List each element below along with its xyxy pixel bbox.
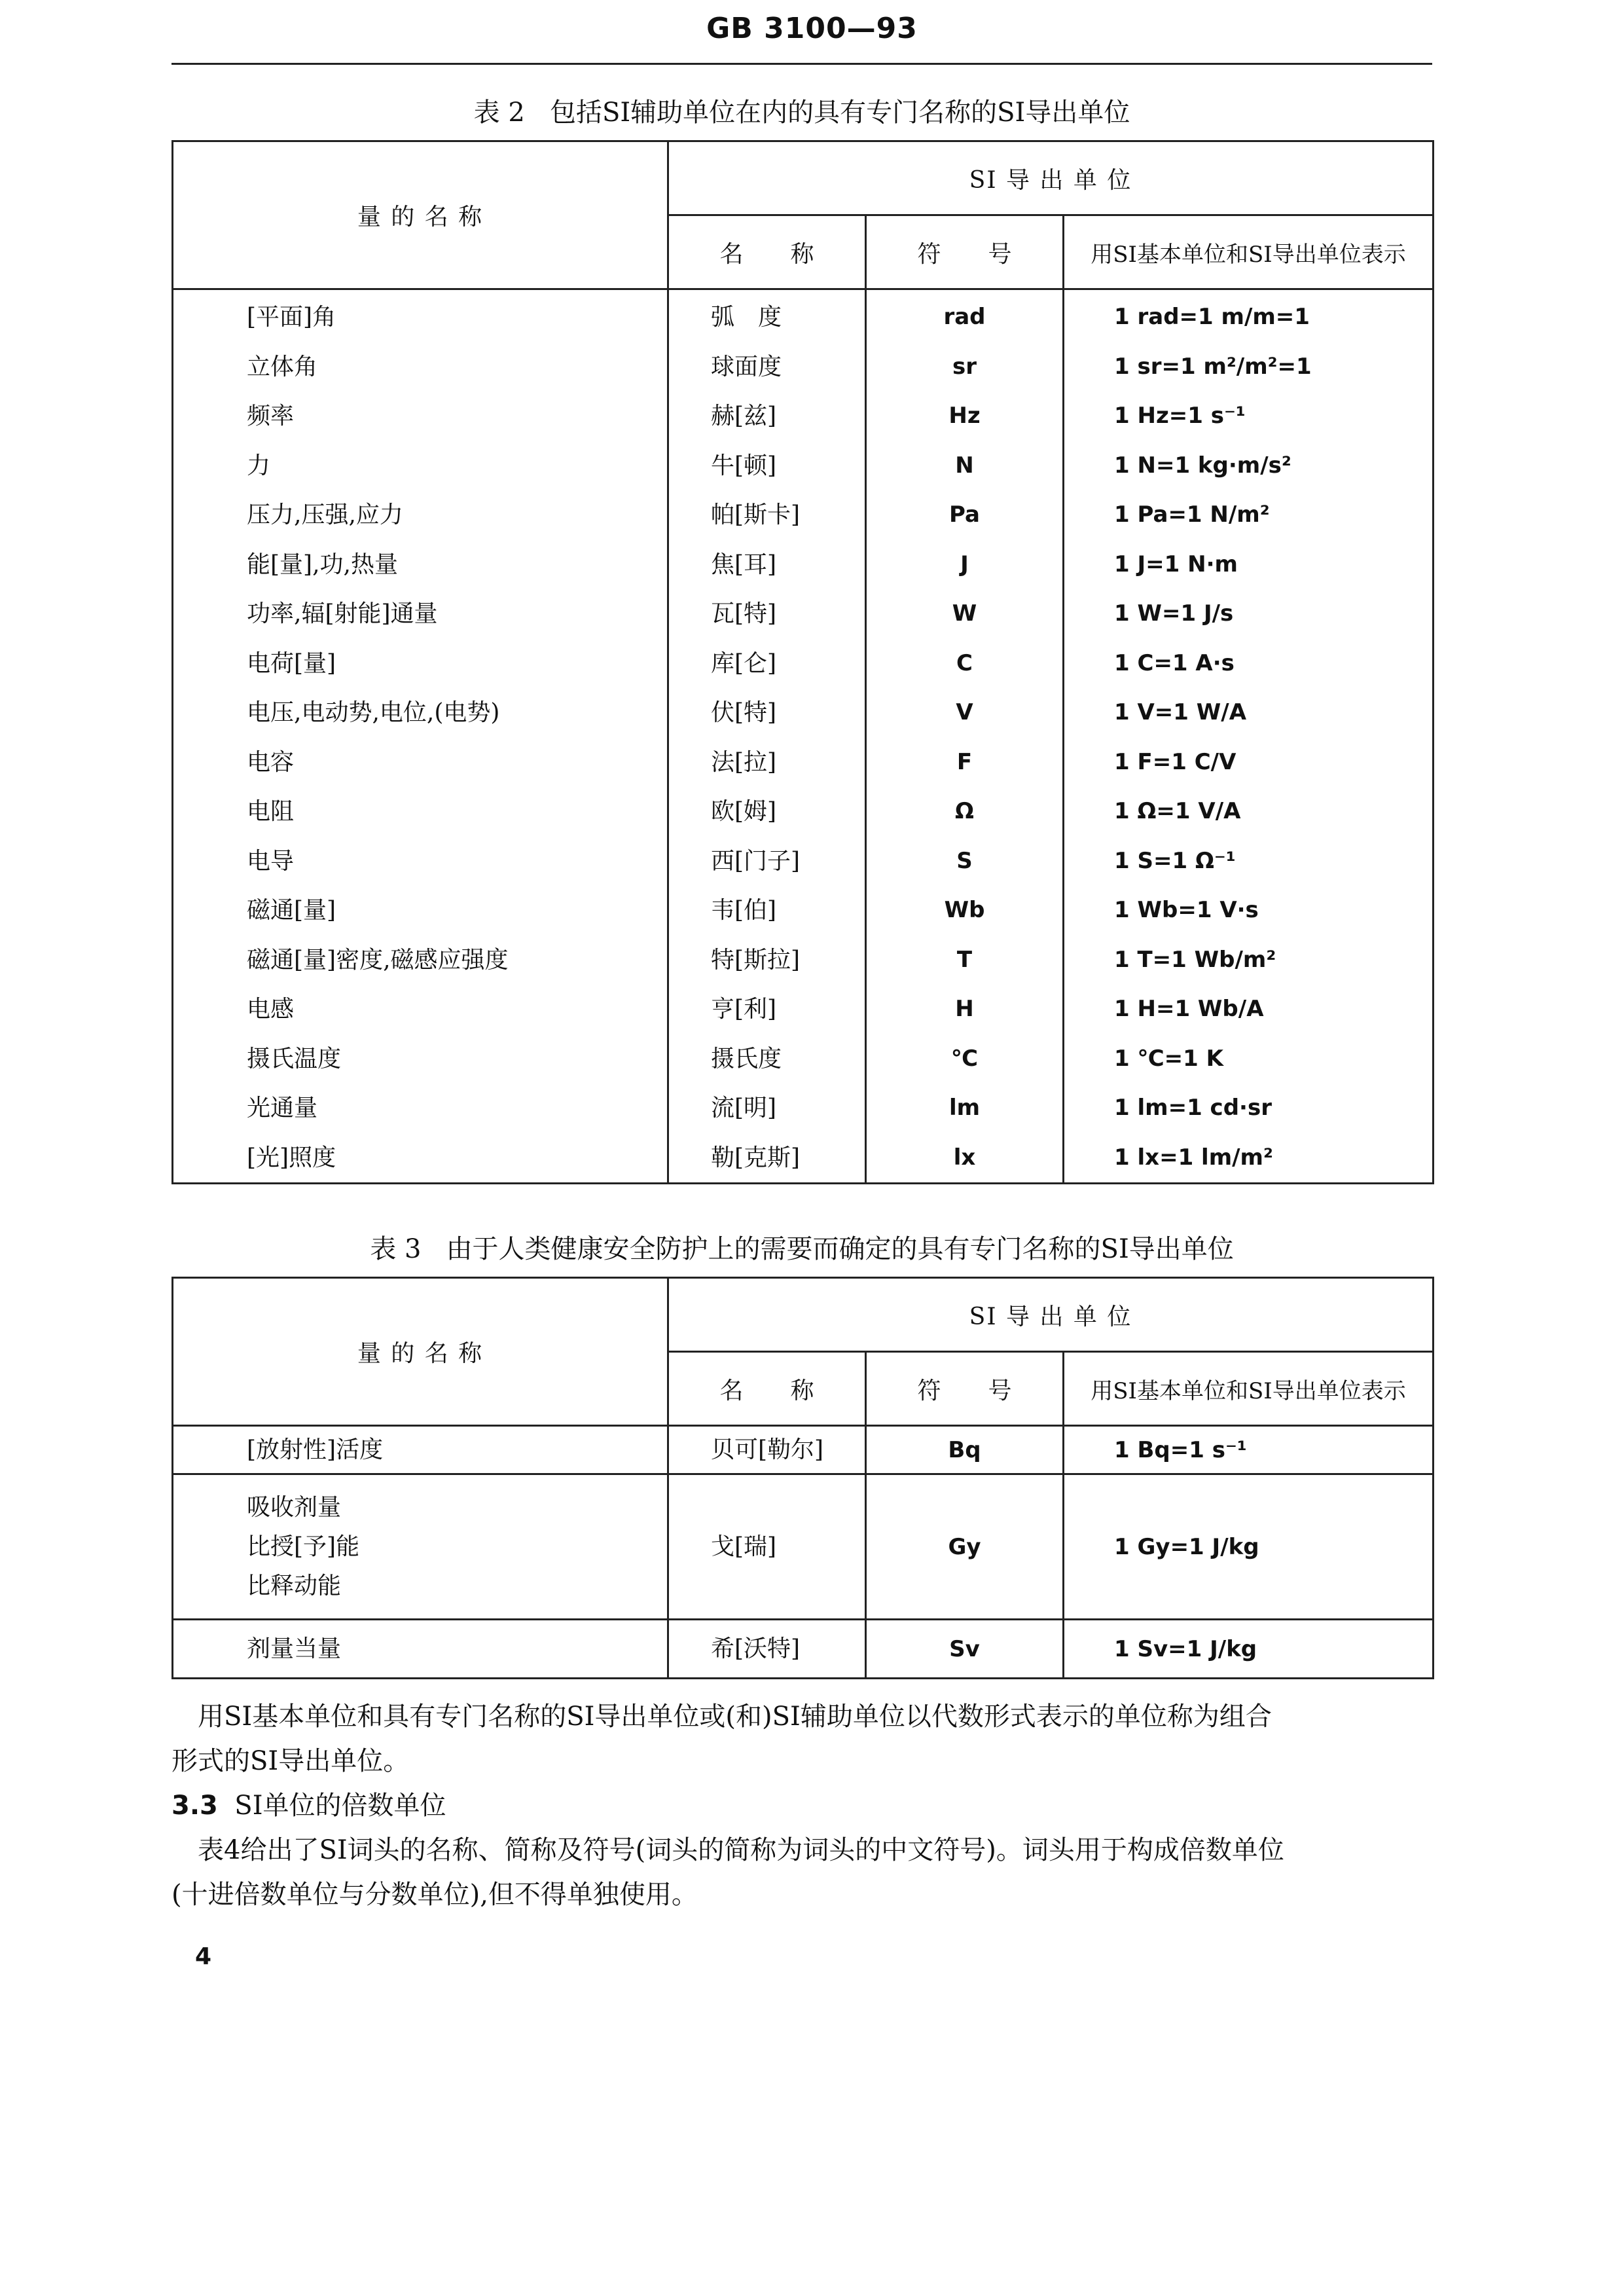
table2-quantity: 频率 bbox=[247, 403, 295, 429]
table2-unit-expression: 1 F=1 C/V bbox=[1114, 748, 1236, 775]
paragraph-line: 形式的SI导出单位。 bbox=[171, 1746, 410, 1776]
table2-unit-name: 瓦[特] bbox=[711, 600, 777, 627]
table2-unit-expression: 1 N=1 kg·m/s² bbox=[1114, 452, 1291, 479]
table3-quantity: [放射性]活度 bbox=[247, 1436, 384, 1463]
table2-unit-symbol: N bbox=[955, 452, 974, 479]
table2-caption-text: 包括SI辅助单位在内的具有专门名称的SI导出单位 bbox=[549, 98, 1130, 128]
table2-unit-name: 亨[利] bbox=[711, 996, 777, 1023]
table2-unit-expression: 1 T=1 Wb/m² bbox=[1114, 946, 1276, 973]
table-row bbox=[173, 1426, 1434, 1474]
table3-unit-name: 戈[瑞] bbox=[711, 1533, 777, 1560]
table2-unit-name: 赫[兹] bbox=[711, 403, 777, 429]
table2-unit-name: 勒[克斯] bbox=[711, 1144, 801, 1171]
table2-header-quantity: 量 的 名 称 bbox=[173, 141, 668, 289]
header-rule bbox=[171, 63, 1432, 65]
table3-caption-text: 由于人类健康安全防护上的需要而确定的具有专门名称的SI导出单位 bbox=[446, 1234, 1234, 1264]
table2-quantity: [平面]角 bbox=[247, 304, 336, 331]
table2-unit-symbol: V bbox=[956, 699, 973, 725]
table2-header-expression: 用SI基本单位和SI导出单位表示 bbox=[1064, 215, 1434, 289]
table2-unit-name: 韦[伯] bbox=[711, 897, 777, 924]
table2-unit-expression: 1 lm=1 cd·sr bbox=[1114, 1095, 1272, 1121]
table2-unit-expression: 1 W=1 J/s bbox=[1114, 600, 1234, 627]
table2-unit-expression: 1 H=1 Wb/A bbox=[1114, 996, 1264, 1022]
table3-unit-name: 希[沃特] bbox=[711, 1635, 801, 1662]
table2-unit-name: 焦[耳] bbox=[711, 551, 777, 578]
paragraph-composite-units bbox=[171, 1694, 1432, 1783]
paragraph-prefixes bbox=[171, 1828, 1432, 1917]
table2-unit-name: 帕[斯卡] bbox=[711, 501, 801, 528]
table2-unit-symbol: J bbox=[960, 551, 969, 577]
table3-caption bbox=[171, 1228, 1432, 1266]
table2-unit-symbol: sr bbox=[952, 353, 977, 380]
table2-unit-name: 牛[顿] bbox=[711, 452, 777, 479]
table2-unit-name: 法[拉] bbox=[711, 748, 777, 776]
table2-unit-expression: 1 ℃=1 K bbox=[1114, 1045, 1223, 1072]
table3-quantity: 吸收剂量 bbox=[247, 1493, 342, 1521]
table2-unit-symbol: lx bbox=[953, 1144, 976, 1171]
table3-header-symbol: 符 号 bbox=[866, 1352, 1064, 1426]
table3-header-group: SI 导 出 单 位 bbox=[668, 1278, 1434, 1352]
table3-quantity: 剂量当量 bbox=[247, 1635, 342, 1662]
table2-quantity: 力 bbox=[247, 452, 271, 479]
table2-name-column bbox=[668, 289, 866, 1184]
section-heading bbox=[171, 1783, 1432, 1828]
table2-unit-symbol: S bbox=[956, 847, 973, 874]
table2-quantity: 电导 bbox=[247, 847, 295, 875]
table2-unit-symbol: Pa bbox=[949, 501, 980, 528]
table2-header-symbol: 符 号 bbox=[866, 215, 1064, 289]
table2-quantity: 摄氏温度 bbox=[247, 1045, 342, 1072]
table2-unit-name: 流[明] bbox=[711, 1095, 777, 1121]
table2-header-group: SI 导 出 单 位 bbox=[668, 141, 1434, 215]
table2-unit-name: 伏[特] bbox=[711, 699, 777, 726]
table2-unit-expression: 1 Wb=1 V·s bbox=[1114, 897, 1259, 923]
table2-caption-prefix: 表 2 bbox=[473, 98, 525, 128]
table3-unit-expression: 1 Sv=1 J/kg bbox=[1114, 1635, 1257, 1662]
section-number: 3.3 bbox=[171, 1791, 218, 1821]
page-header: GB 3100—93 bbox=[706, 12, 918, 45]
table2-unit-expression: 1 J=1 N·m bbox=[1114, 551, 1238, 577]
table2-quantity: 磁通[量] bbox=[247, 897, 336, 924]
table2-quantity: 磁通[量]密度,磁感应强度 bbox=[247, 946, 509, 974]
section-title: SI单位的倍数单位 bbox=[234, 1791, 446, 1821]
table3-unit-symbol: Sv bbox=[949, 1635, 980, 1662]
table2-unit-name: 弧 度 bbox=[711, 304, 782, 331]
table2-unit-name: 摄氏度 bbox=[711, 1045, 782, 1072]
table2-unit-symbol: W bbox=[952, 600, 977, 627]
table2-quantity: 压力,压强,应力 bbox=[247, 501, 403, 528]
table2-quantity: 立体角 bbox=[247, 353, 318, 380]
table2-quantity-column bbox=[173, 289, 668, 1184]
table3-unit-expression: 1 Bq=1 s⁻¹ bbox=[1114, 1436, 1247, 1463]
table3 bbox=[171, 1277, 1434, 1679]
table2-unit-expression: 1 rad=1 m/m=1 bbox=[1114, 304, 1310, 330]
table2 bbox=[171, 140, 1434, 1184]
table2-quantity: 电感 bbox=[247, 996, 295, 1023]
table3-header-name: 名 称 bbox=[668, 1352, 866, 1426]
table3-unit-symbol: Gy bbox=[948, 1533, 981, 1560]
table2-unit-symbol: Ω bbox=[955, 798, 974, 824]
table-row bbox=[173, 1474, 1434, 1620]
table2-unit-symbol: ℃ bbox=[950, 1045, 979, 1072]
table2-unit-name: 特[斯拉] bbox=[711, 946, 801, 974]
table2-unit-name: 库[仑] bbox=[711, 649, 777, 677]
table2-unit-expression: 1 C=1 A·s bbox=[1114, 649, 1235, 676]
table3-quantity: 比释动能 bbox=[247, 1572, 342, 1599]
paragraph-line: 表4给出了SI词头的名称、简称及符号(词头的简称为词头的中文符号)。词头用于构成倍数单位 bbox=[171, 1835, 1284, 1865]
table3-caption-prefix: 表 3 bbox=[370, 1234, 422, 1264]
table2-unit-expression: 1 sr=1 m²/m²=1 bbox=[1114, 353, 1312, 380]
table2-unit-expression: 1 Hz=1 s⁻¹ bbox=[1114, 403, 1246, 429]
table3-unit-symbol: Bq bbox=[948, 1436, 981, 1463]
table2-quantity: 电阻 bbox=[247, 798, 295, 825]
table2-unit-expression: 1 Ω=1 V/A bbox=[1114, 798, 1241, 824]
table2-unit-expression: 1 V=1 W/A bbox=[1114, 699, 1247, 725]
table2-symbol-column bbox=[866, 289, 1064, 1184]
table2-unit-symbol: rad bbox=[943, 304, 986, 330]
table2-quantity: 电容 bbox=[247, 748, 295, 776]
table2-expression-column bbox=[1064, 289, 1434, 1184]
table2-quantity: 电压,电动势,电位,(电势) bbox=[247, 699, 500, 726]
table2-quantity: 功率,辐[射能]通量 bbox=[247, 600, 438, 627]
table3-quantity: 比授[予]能 bbox=[247, 1533, 360, 1560]
table2-quantity: 电荷[量] bbox=[247, 649, 336, 677]
table3-unit-name: 贝可[勒尔] bbox=[711, 1436, 824, 1463]
table2-caption bbox=[171, 92, 1432, 129]
table2-quantity: 能[量],功,热量 bbox=[247, 551, 398, 578]
table2-unit-symbol: H bbox=[955, 996, 974, 1022]
table2-unit-expression: 1 Pa=1 N/m² bbox=[1114, 501, 1270, 528]
paragraph-line: 用SI基本单位和具有专门名称的SI导出单位或(和)SI辅助单位以代数形式表示的单位称为组合 bbox=[171, 1702, 1272, 1732]
table3-header-quantity: 量 的 名 称 bbox=[173, 1278, 668, 1426]
table2-unit-symbol: Wb bbox=[944, 897, 985, 923]
table2-unit-symbol: F bbox=[956, 748, 973, 775]
table2-unit-expression: 1 S=1 Ω⁻¹ bbox=[1114, 847, 1236, 874]
paragraph-line: (十进倍数单位与分数单位),但不得单独使用。 bbox=[171, 1880, 698, 1910]
table2-quantity: [光]照度 bbox=[247, 1144, 336, 1171]
table2-unit-name: 球面度 bbox=[711, 353, 782, 380]
table2-header-name: 名 称 bbox=[668, 215, 866, 289]
table2-unit-name: 欧[姆] bbox=[711, 798, 777, 825]
table2-unit-symbol: Hz bbox=[948, 403, 981, 429]
table2-unit-symbol: C bbox=[956, 649, 973, 676]
table3-header-expression: 用SI基本单位和SI导出单位表示 bbox=[1064, 1352, 1434, 1426]
page-number: 4 bbox=[195, 1943, 212, 1970]
table2-quantity: 光通量 bbox=[247, 1095, 318, 1121]
table2-unit-symbol: T bbox=[956, 946, 973, 973]
table-row bbox=[173, 1620, 1434, 1679]
table2-unit-name: 西[门子] bbox=[711, 847, 801, 875]
table2-unit-symbol: lm bbox=[948, 1095, 981, 1121]
table3-unit-expression: 1 Gy=1 J/kg bbox=[1114, 1533, 1259, 1560]
table2-unit-expression: 1 lx=1 lm/m² bbox=[1114, 1144, 1273, 1171]
